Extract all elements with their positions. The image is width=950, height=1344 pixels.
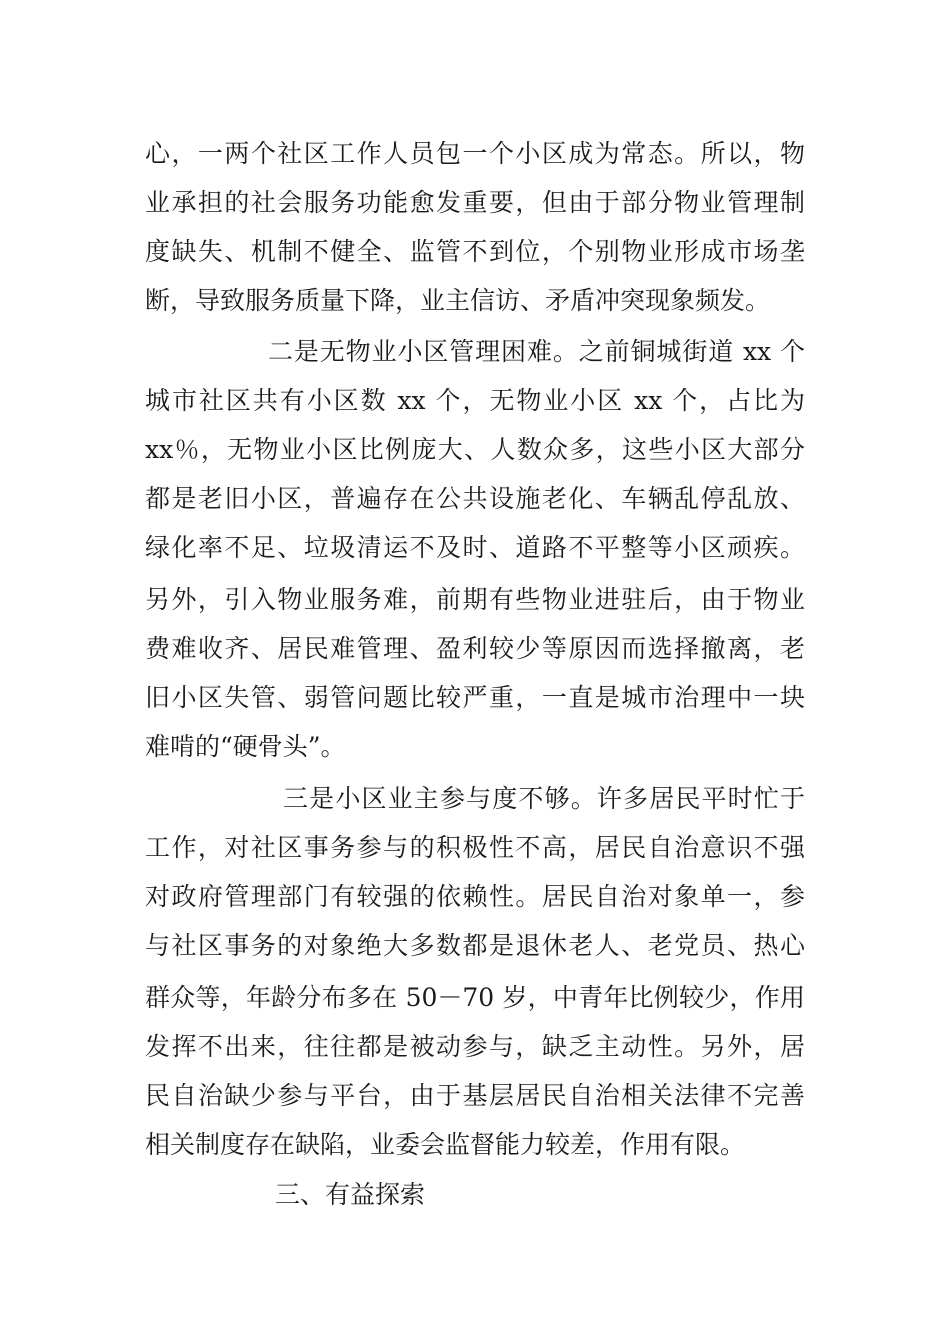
paragraph-line: 二是无物业小区管理困难。之前铜城街道 xx 个 — [268, 337, 805, 366]
paragraph-line: 相关制度存在缺陷，业委会监督能力较差，作用有限。 — [145, 1130, 746, 1159]
paragraph-line: 与社区事务的对象绝大多数都是退休老人、老党员、热心 — [145, 931, 805, 960]
paragraph-line: 心，一两个社区工作人员包一个小区成为常态。所以，物 — [145, 139, 805, 168]
paragraph-line: 旧小区失管、弱管问题比较严重，一直是城市治理中一块 — [145, 683, 805, 712]
paragraph-line: 民自治缺少参与平台，由于基层居民自治相关法律不完善 — [145, 1081, 805, 1110]
paragraph-line: 都是老旧小区，普遍存在公共设施老化、车辆乱停乱放、 — [145, 484, 805, 513]
paragraph-line: 工作，对社区事务参与的积极性不高，居民自治意识不强 — [145, 833, 805, 862]
paragraph-line: 另外，引入物业服务难，前期有些物业进驻后，由于物业 — [145, 585, 805, 614]
paragraph-line: 业承担的社会服务功能愈发重要，但由于部分物业管理制 — [145, 188, 805, 217]
paragraph-line: 难啃的“硬骨头”。 — [145, 732, 346, 761]
paragraph-line: 费难收齐、居民难管理、盈利较少等原因而选择撤离，老 — [145, 634, 805, 663]
paragraph-line: xx％，无物业小区比例庞大、人数众多，这些小区大部分 — [145, 435, 805, 464]
paragraph-line: 绿化率不足、垃圾清运不及时、道路不平整等小区顽疾。 — [145, 533, 805, 562]
paragraph-line: 对政府管理部门有较强的依赖性。居民自治对象单一，参 — [145, 882, 805, 911]
paragraph-line: 发挥不出来，往往都是被动参与，缺乏主动性。另外，居 — [145, 1032, 805, 1061]
paragraph-line: 三是小区业主参与度不够。许多居民平时忙于 — [283, 784, 805, 813]
paragraph-line: 群众等，年龄分布多在 50－70 岁，中青年比例较少，作用 — [145, 983, 805, 1012]
paragraph-line: 城市社区共有小区数 xx 个，无物业小区 xx 个，占比为 — [145, 386, 805, 415]
paragraph-line: 断，导致服务质量下降，业主信访、矛盾冲突现象频发。 — [145, 286, 771, 315]
section-heading: 三、有益探索 — [275, 1180, 426, 1209]
paragraph-line: 度缺失、机制不健全、监管不到位，个别物业形成市场垄 — [145, 237, 805, 266]
